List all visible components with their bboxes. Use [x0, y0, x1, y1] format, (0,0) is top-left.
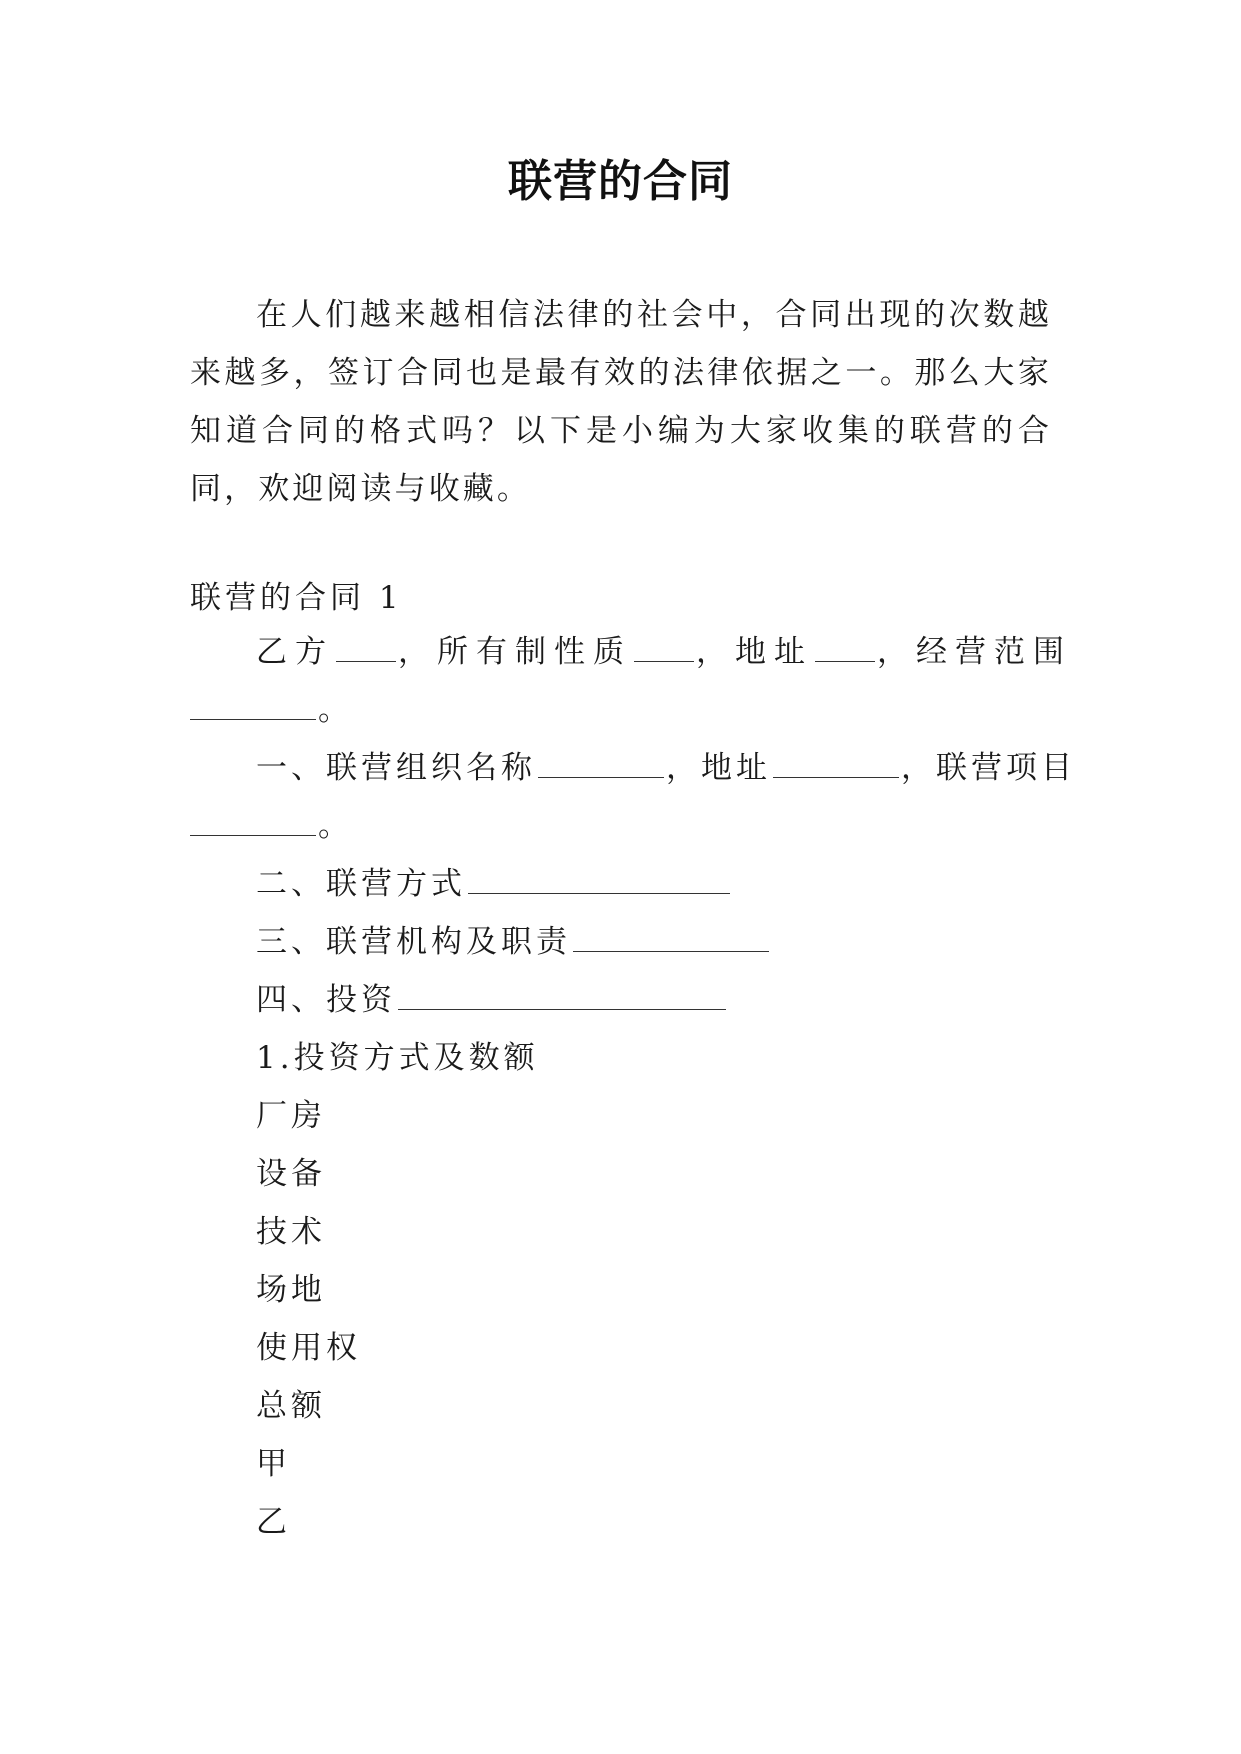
- document-title: 联营的合同: [508, 156, 733, 207]
- business-scope-label: ，经营范围: [877, 634, 1072, 670]
- ownership-label: ，所有制性质: [398, 632, 696, 672]
- item-1: 1.投资方式及数额: [256, 1040, 539, 1076]
- list-item: 甲: [256, 1446, 291, 1482]
- clause-1-line: [256, 748, 1076, 788]
- address-label: ，地址: [696, 632, 877, 672]
- party-b-line: [256, 632, 1072, 672]
- list-item: 使用权: [256, 1330, 361, 1366]
- clause-3: 三、联营机构及职责: [256, 922, 771, 962]
- blank-field: [634, 633, 694, 662]
- blank-field: [538, 749, 664, 778]
- blank-field: [468, 865, 730, 894]
- section-heading: 联营的合同 1: [190, 580, 403, 616]
- blank-field: [815, 633, 875, 662]
- blank-field: [398, 981, 726, 1010]
- blank-field: [573, 923, 769, 952]
- org-address-label: ，地址: [666, 748, 901, 788]
- list-item: 总额: [256, 1388, 326, 1424]
- list-item: 场地: [256, 1272, 326, 1308]
- list-item: 厂房: [256, 1098, 326, 1134]
- clause-2: 二、联营方式: [256, 864, 732, 904]
- blank-field: [190, 691, 316, 720]
- party-b-continuation: 。: [190, 690, 353, 730]
- party-b-label: 乙方: [256, 632, 398, 672]
- blank-field: [190, 807, 316, 836]
- project-label: ，联营项目: [901, 750, 1076, 786]
- blank-field: [773, 749, 899, 778]
- list-item: 设备: [256, 1156, 326, 1192]
- intro-paragraph: 在人们越来越相信法律的社会中，合同出现的次数越来越多，签订合同也是最有效的法律依据之一。那么大家知道合同的格式吗？以下是小编为大家收集的联营的合同，欢迎阅读与收藏。: [190, 297, 1052, 507]
- clause-1-continuation: 。: [190, 806, 353, 846]
- blank-field: [336, 633, 396, 662]
- list-item: 乙: [256, 1504, 291, 1540]
- list-item: 技术: [256, 1214, 326, 1250]
- clause-4: 四、投资: [256, 980, 728, 1020]
- org-name-label: 一、联营组织名称: [256, 748, 666, 788]
